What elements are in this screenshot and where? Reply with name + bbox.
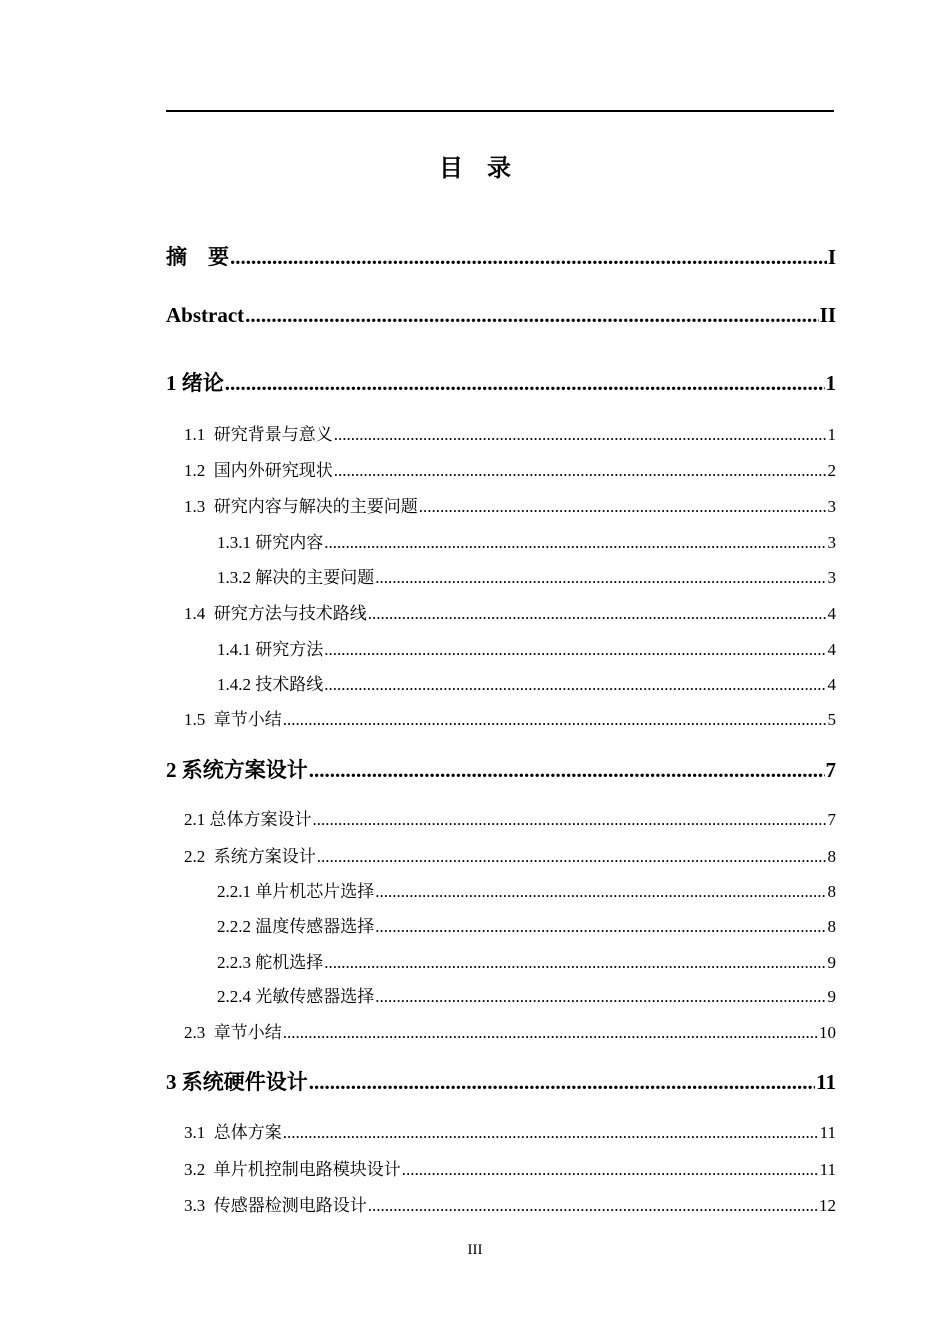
toc-entry-label: 1.3.1 研究内容 — [217, 533, 324, 552]
page-number: III — [467, 1242, 483, 1258]
toc-entry-page: 3 — [827, 533, 836, 552]
toc-entry-page: 2 — [827, 461, 836, 480]
toc-leader-dots — [368, 1196, 818, 1216]
toc-entry-page: 8 — [827, 882, 836, 901]
toc-entry-page: 1 — [825, 371, 836, 395]
toc-entry-label: 1.1 研究背景与意义 — [184, 425, 333, 444]
toc-entry-label: 1.3.2 解决的主要问题 — [217, 568, 375, 587]
toc-entry-2-1[interactable] — [184, 805, 836, 830]
toc-entry-label: 3 系统硬件设计 — [166, 1070, 308, 1094]
toc-entry-label: 1.2 国内外研究现状 — [184, 461, 333, 480]
toc-entry-label: 1.5 章节小结 — [184, 710, 282, 729]
toc-leader-dots — [283, 710, 827, 730]
toc-entry-label: Abstract — [166, 303, 245, 327]
toc-entry-page: 11 — [816, 1070, 836, 1094]
toc-entry-page: 11 — [819, 1160, 836, 1179]
toc-leader-dots — [324, 640, 826, 660]
toc-entry-label: 2.2 系统方案设计 — [184, 847, 316, 866]
toc-leader-dots — [225, 371, 825, 396]
toc-entry-page: 7 — [827, 810, 836, 829]
toc-leader-dots — [245, 303, 818, 328]
toc-entry-page: 8 — [827, 917, 836, 936]
toc-entry-label: 2.1 总体方案设计 — [184, 810, 312, 829]
toc-leader-dots — [324, 953, 826, 973]
toc-leader-dots — [375, 917, 826, 937]
toc-entry-page: 3 — [827, 568, 836, 587]
toc-entry-2-2[interactable] — [184, 842, 836, 867]
toc-entry-1-3-2[interactable] — [217, 563, 836, 588]
toc-leader-dots — [230, 245, 827, 270]
toc-leader-dots — [334, 461, 827, 481]
toc-entry-label: 1.4 研究方法与技术路线 — [184, 604, 367, 623]
toc-entry-1-5[interactable] — [184, 705, 836, 730]
toc-leader-dots — [309, 1070, 815, 1095]
toc-entry-label: 2.2.3 舵机选择 — [217, 953, 324, 972]
toc-entry-1-1[interactable] — [184, 420, 836, 445]
toc-entry-2-2-1[interactable] — [217, 877, 836, 902]
toc-entry-2-2-3[interactable] — [217, 948, 836, 973]
toc-entry-label: 2.2.1 单片机芯片选择 — [217, 882, 375, 901]
toc-entry-3-3[interactable] — [184, 1191, 836, 1216]
toc-leader-dots — [283, 1123, 819, 1143]
toc-entry-page: 9 — [827, 953, 836, 972]
toc-entry-page: 4 — [827, 604, 836, 623]
toc-entry-page: 4 — [827, 640, 836, 659]
toc-leader-dots — [375, 987, 826, 1007]
toc-leader-dots — [324, 675, 826, 695]
toc-entry-page: 7 — [825, 758, 836, 782]
toc-leader-dots — [419, 497, 827, 517]
toc-entry-page: 12 — [819, 1196, 836, 1215]
toc-entry-abstract-en[interactable] — [166, 303, 836, 328]
toc-entry-page: I — [827, 245, 836, 269]
toc-entry-page: 11 — [819, 1123, 836, 1142]
toc-entry-label: 1.3 研究内容与解决的主要问题 — [184, 497, 418, 516]
toc-leader-dots — [368, 604, 827, 624]
toc-entry-1-4-2[interactable] — [217, 670, 836, 695]
toc-entry-1-4[interactable] — [184, 599, 836, 624]
toc-entry-label: 2.2.4 光敏传感器选择 — [217, 987, 375, 1006]
toc-entry-label: 3.2 单片机控制电路模块设计 — [184, 1160, 401, 1179]
toc-entry-page: II — [819, 303, 836, 327]
toc-entry-chapter-3[interactable] — [166, 1066, 836, 1096]
toc-entry-page: 3 — [827, 497, 836, 516]
toc-entry-label: 2.3 章节小结 — [184, 1023, 282, 1042]
toc-entry-page: 4 — [827, 675, 836, 694]
toc-entry-page: 1 — [827, 425, 836, 444]
toc-leader-dots — [324, 533, 826, 553]
toc-entry-page: 8 — [827, 847, 836, 866]
toc-leader-dots — [309, 758, 825, 783]
toc-leader-dots — [317, 847, 827, 867]
toc-entry-page: 9 — [827, 987, 836, 1006]
toc-entry-label: 3.3 传感器检测电路设计 — [184, 1196, 367, 1215]
toc-entry-label: 2.2.2 温度传感器选择 — [217, 917, 375, 936]
toc-entry-page: 10 — [819, 1023, 836, 1042]
toc-entry-label: 1.4.2 技术路线 — [217, 675, 324, 694]
toc-entry-chapter-2[interactable] — [166, 754, 836, 784]
toc-entry-2-2-2[interactable] — [217, 912, 836, 937]
toc-entry-label: 摘 要 — [166, 245, 229, 269]
toc-entry-label: 3.1 总体方案 — [184, 1123, 282, 1142]
toc-entry-1-4-1[interactable] — [217, 635, 836, 660]
toc-entry-3-2[interactable] — [184, 1155, 836, 1180]
toc-entry-2-3[interactable] — [184, 1018, 836, 1043]
toc-leader-dots — [313, 810, 827, 830]
toc-leader-dots — [402, 1160, 819, 1180]
toc-entry-1-3[interactable] — [184, 492, 836, 517]
toc-leader-dots — [375, 568, 826, 588]
toc-entry-label: 1 绪论 — [166, 371, 224, 395]
toc-leader-dots — [375, 882, 826, 902]
toc-entry-page: 5 — [827, 710, 836, 729]
toc-entry-label: 1.4.1 研究方法 — [217, 640, 324, 659]
toc-leader-dots — [334, 425, 827, 445]
toc-leader-dots — [283, 1023, 818, 1043]
page-title: 目 录 — [439, 156, 511, 182]
toc-entry-abstract-cn[interactable] — [166, 241, 836, 271]
toc-entry-1-2[interactable] — [184, 456, 836, 481]
toc-entry-chapter-1[interactable] — [166, 367, 836, 397]
toc-entry-3-1[interactable] — [184, 1118, 836, 1143]
toc-entry-2-2-4[interactable] — [217, 982, 836, 1007]
toc-entry-1-3-1[interactable] — [217, 528, 836, 553]
toc-entry-label: 2 系统方案设计 — [166, 758, 308, 782]
